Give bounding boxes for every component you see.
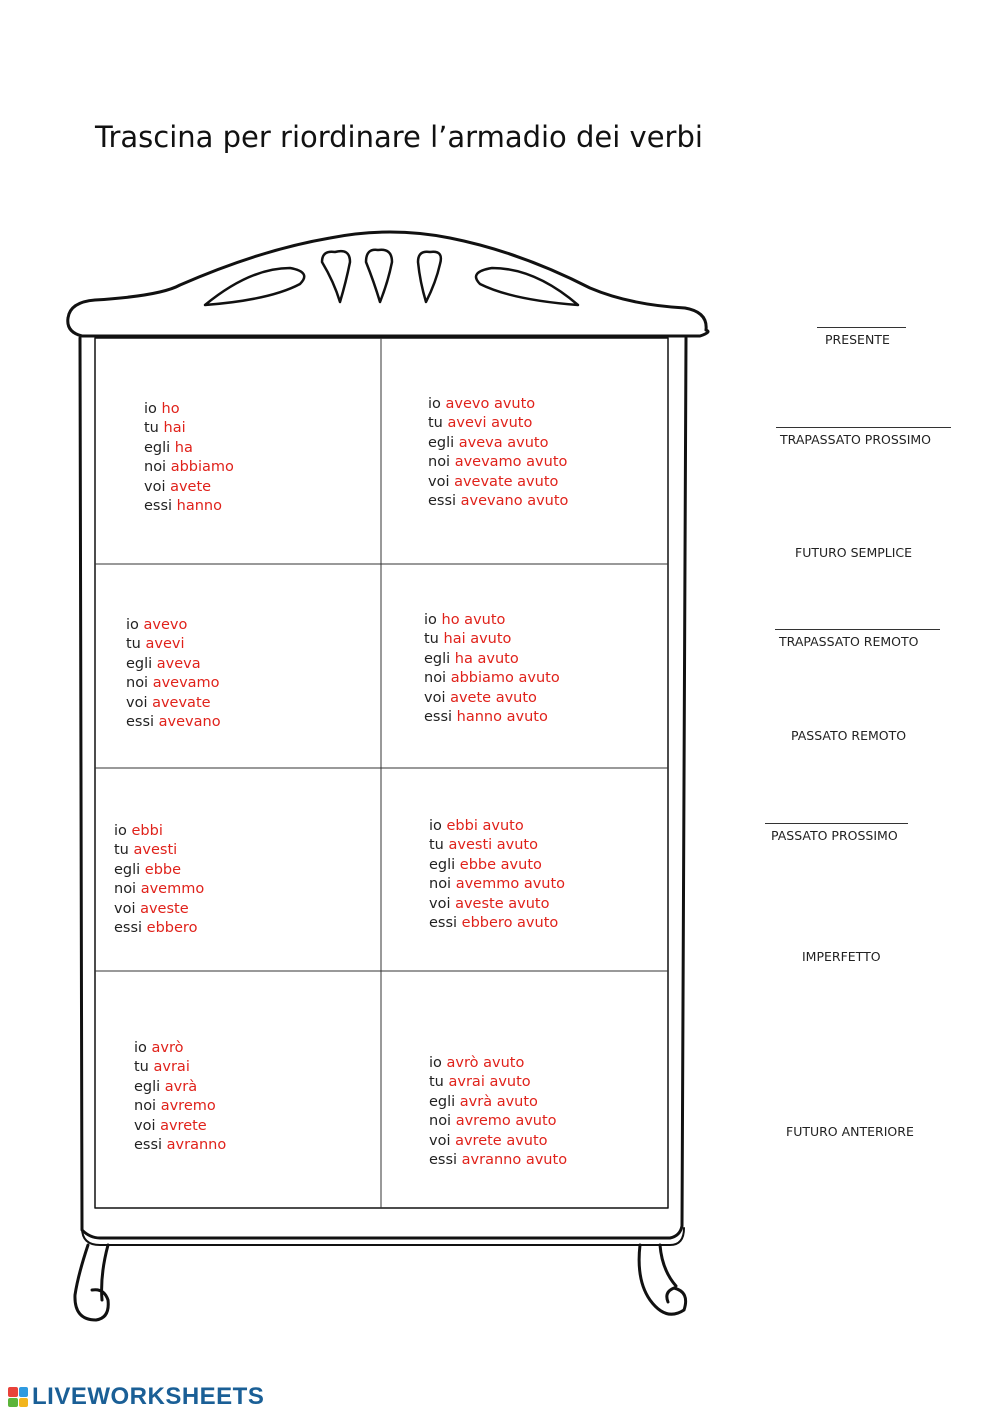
- conjugation-line: tu avevi avuto: [428, 415, 533, 432]
- conjugation-line: essi hanno: [144, 498, 222, 515]
- conjugation-line: egli ha: [144, 439, 193, 456]
- conjugation-line: essi ebbero avuto: [429, 915, 559, 932]
- conjugation-line: voi avevate avuto: [428, 473, 559, 490]
- conjugation-line: essi ebbero: [114, 920, 198, 937]
- tense-label-presente[interactable]: PRESENTE: [825, 332, 890, 347]
- conjugation-card-presente[interactable]: [144, 400, 234, 516]
- tense-label-imperfetto[interactable]: IMPERFETTO: [802, 949, 881, 964]
- conjugation-line: voi avrete: [134, 1117, 207, 1134]
- conjugation-line: noi avremo: [134, 1098, 216, 1115]
- conjugation-line: tu avrai: [134, 1059, 190, 1076]
- conjugation-line: noi avevamo: [126, 675, 220, 692]
- conjugation-card-futuro-semplice[interactable]: [134, 1039, 226, 1155]
- conjugation-line: tu hai avuto: [424, 631, 512, 648]
- conjugation-line: voi avete: [144, 478, 212, 495]
- brand-name: LIVEWORKSHEETS: [32, 1383, 265, 1410]
- liveworksheets-logo-icon: [8, 1387, 28, 1407]
- conjugation-line: egli ha avuto: [424, 650, 519, 667]
- conjugation-line: essi hanno avuto: [424, 709, 548, 726]
- conjugation-line: voi aveste: [114, 900, 189, 917]
- conjugation-line: noi avemmo avuto: [429, 876, 566, 893]
- conjugation-line: essi avranno avuto: [429, 1152, 568, 1169]
- conjugation-line: voi aveste avuto: [429, 895, 550, 912]
- conjugation-line: io avrò avuto: [429, 1055, 525, 1071]
- conjugation-line: essi avranno: [134, 1137, 227, 1154]
- tense-label-trapassato-prossimo[interactable]: TRAPASSATO PROSSIMO: [780, 432, 931, 447]
- conjugation-line: egli avrà: [134, 1078, 198, 1095]
- conjugation-line: tu avrai avuto: [429, 1074, 531, 1091]
- conjugation-line: io avrò: [134, 1040, 184, 1056]
- conjugation-card-trapassato-remoto[interactable]: [429, 817, 565, 933]
- tense-label-passato-prossimo[interactable]: PASSATO PROSSIMO: [771, 828, 898, 843]
- conjugation-line: noi abbiamo: [144, 459, 234, 476]
- conjugation-line: io avevo avuto: [428, 396, 536, 412]
- tense-label-passato-remoto[interactable]: PASSATO REMOTO: [791, 728, 907, 743]
- conjugation-line: egli ebbe: [114, 861, 182, 878]
- conjugation-line: egli aveva avuto: [428, 434, 549, 451]
- conjugation-line: noi abbiamo avuto: [424, 670, 560, 687]
- conjugation-line: essi avevano avuto: [428, 493, 569, 510]
- conjugation-line: egli aveva: [126, 655, 201, 672]
- conjugation-card-trapassato-prossimo[interactable]: [428, 395, 568, 511]
- conjugation-card-imperfetto[interactable]: [126, 616, 221, 732]
- conjugation-line: tu avesti: [114, 842, 178, 859]
- conjugation-line: io avevo: [126, 617, 188, 633]
- tense-label-trapassato-remoto[interactable]: TRAPASSATO REMOTO: [779, 634, 918, 649]
- conjugation-card-passato-remoto[interactable]: [114, 822, 204, 938]
- conjugation-line: noi avemmo: [114, 881, 205, 898]
- conjugation-line: noi avevamo avuto: [428, 454, 568, 471]
- conjugation-line: noi avremo avuto: [429, 1113, 557, 1130]
- conjugation-line: io ebbi avuto: [429, 818, 524, 834]
- conjugation-line: io ho avuto: [424, 612, 506, 628]
- conjugation-line: tu avesti avuto: [429, 837, 538, 854]
- tense-label-futuro-semplice[interactable]: FUTURO SEMPLICE: [795, 545, 913, 560]
- liveworksheets-brand[interactable]: [8, 1383, 264, 1411]
- conjugation-line: tu avevi: [126, 636, 185, 653]
- conjugation-line: tu hai: [144, 420, 186, 437]
- tense-label-futuro-anteriore[interactable]: FUTURO ANTERIORE: [786, 1124, 914, 1139]
- conjugation-line: voi avevate: [126, 694, 211, 711]
- conjugation-line: io ho: [144, 401, 180, 417]
- conjugation-line: essi avevano: [126, 714, 221, 731]
- conjugation-card-passato-prossimo[interactable]: [424, 611, 560, 727]
- conjugation-line: voi avete avuto: [424, 689, 537, 706]
- conjugation-line: io ebbi: [114, 823, 163, 839]
- worksheet-title: Trascina per riordinare l’armadio dei verbi: [95, 120, 703, 154]
- conjugation-line: egli ebbe avuto: [429, 856, 542, 873]
- conjugation-line: voi avrete avuto: [429, 1132, 548, 1149]
- conjugation-card-futuro-anteriore[interactable]: [429, 1054, 567, 1170]
- conjugation-line: egli avrà avuto: [429, 1093, 538, 1110]
